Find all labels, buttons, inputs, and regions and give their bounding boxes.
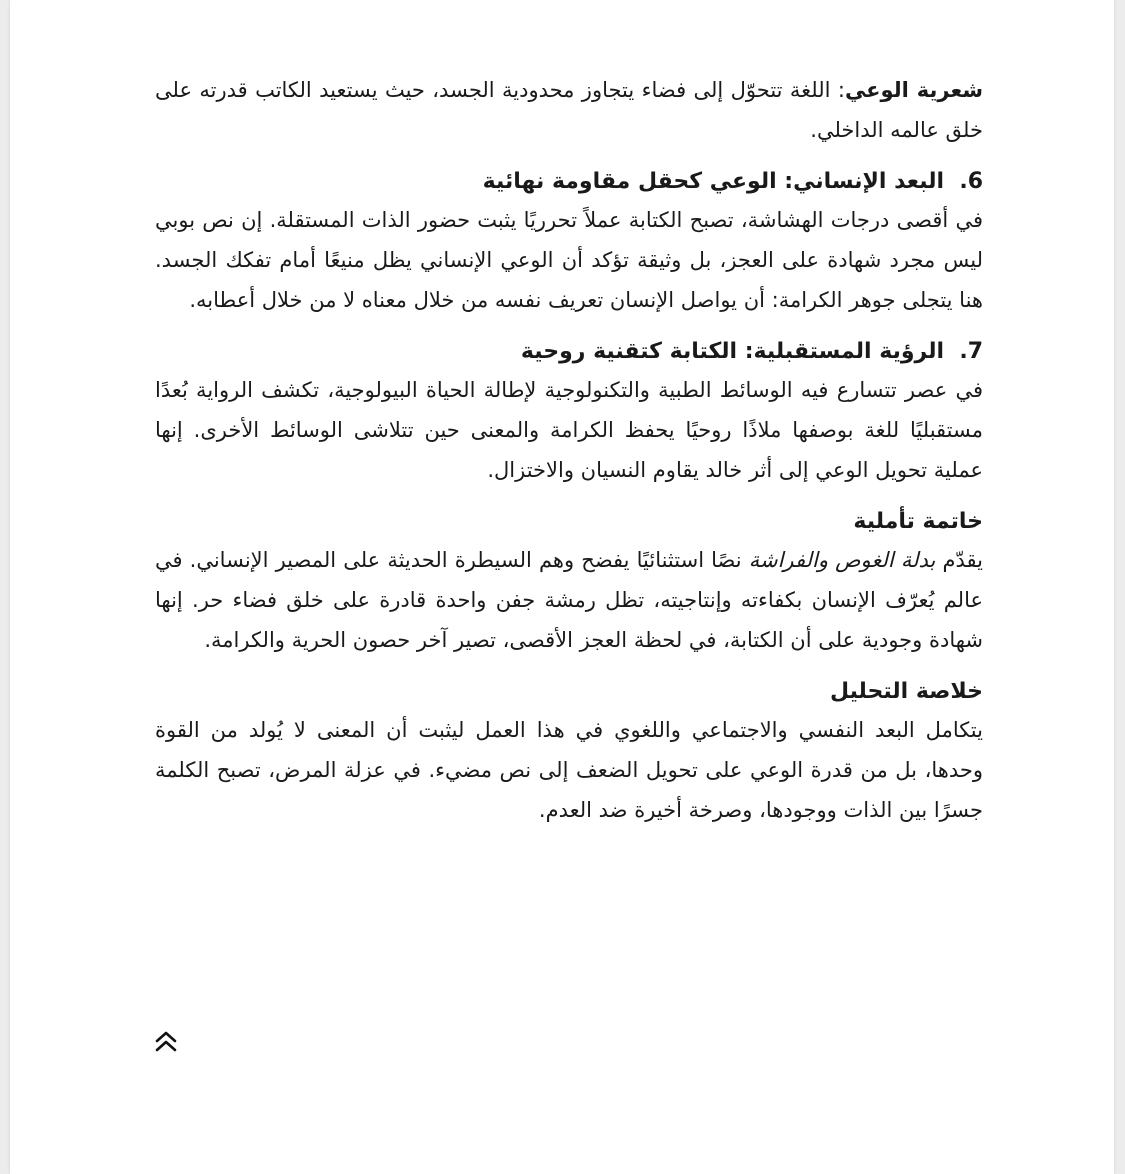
conclusion-heading: خاتمة تأملية xyxy=(853,509,983,534)
conclusion-text-after: نصًا استثنائيًا يفضح وهم السيطرة الحديثة على المصير الإنساني. في عالم يُعرّف الإنسان بكفاءته وإنتاجيته، تظل رمشة جفن واحدة قادرة على خلق فضاء حر. إنها شهادة وجودية على أن الكتابة، في لحظة العجز الأقصى، تصير آخر حصون الحرية والكرامة. xyxy=(155,548,983,652)
section-6-paragraph: في أقصى درجات الهشاشة، تصبح الكتابة عملاً تحرريًا يثبت حضور الذات المستقلة. إن نص بوبي ليس مجرد شهادة على العجز، بل وثيقة تؤكد أن الوعي الإنساني يظل منيعًا أمام تفكك الجسد. هنا يتجلى جوهر الكرامة: أن يواصل الإنسان تعريف نفسه من خلال معناه لا من خلال أعطابه. xyxy=(155,208,983,312)
section-7-paragraph: في عصر تتسارع فيه الوسائط الطبية والتكنولوجية لإطالة الحياة البيولوجية، تكشف الرواية بُعدًا مستقبليًا للغة بوصفها ملاذًا روحيًا يحفظ الكرامة والمعنى حين تتلاشى الوسائط الأخرى. إنها عملية تحويل الوعي إلى أثر خالد يقاوم النسيان والاختزال. xyxy=(155,378,983,482)
book-title: بدلة الغوص والفراشة xyxy=(748,548,936,572)
section-6-title: البعد الإنساني: الوعي كحقل مقاومة نهائية xyxy=(482,169,944,194)
section-5-lead-term: شعرية الوعي xyxy=(844,78,983,102)
section-7-number: 7. xyxy=(959,339,983,364)
double-chevron-up-icon[interactable] xyxy=(152,1028,180,1056)
summary-paragraph: يتكامل البعد النفسي والاجتماعي واللغوي في هذا العمل ليثبت أن المعنى لا يُولد من القوة وحدها، بل من قدرة الوعي على تحويل الضعف إلى نص مضيء. في عزلة المرض، تصبح الكلمة جسرًا بين الذات ووجودها، وصرخة أخيرة ضد العدم. xyxy=(155,718,983,822)
document-body xyxy=(155,70,983,834)
conclusion-paragraph xyxy=(155,540,983,660)
document-page xyxy=(10,0,1114,1174)
section-6-number: 6. xyxy=(959,169,983,194)
section-6-heading xyxy=(155,164,983,200)
section-7-heading xyxy=(155,334,983,370)
section-5-tail-paragraph xyxy=(155,70,983,150)
summary-heading: خلاصة التحليل xyxy=(829,679,983,704)
section-5-tail-text: : اللغة تتحوّل إلى فضاء يتجاوز محدودية الجسد، حيث يستعيد الكاتب قدرته على خلق عالمه الداخلي. xyxy=(155,78,983,142)
conclusion-text-before: يقدّم xyxy=(935,548,984,572)
section-7-title: الرؤية المستقبلية: الكتابة كتقنية روحية xyxy=(520,339,944,364)
